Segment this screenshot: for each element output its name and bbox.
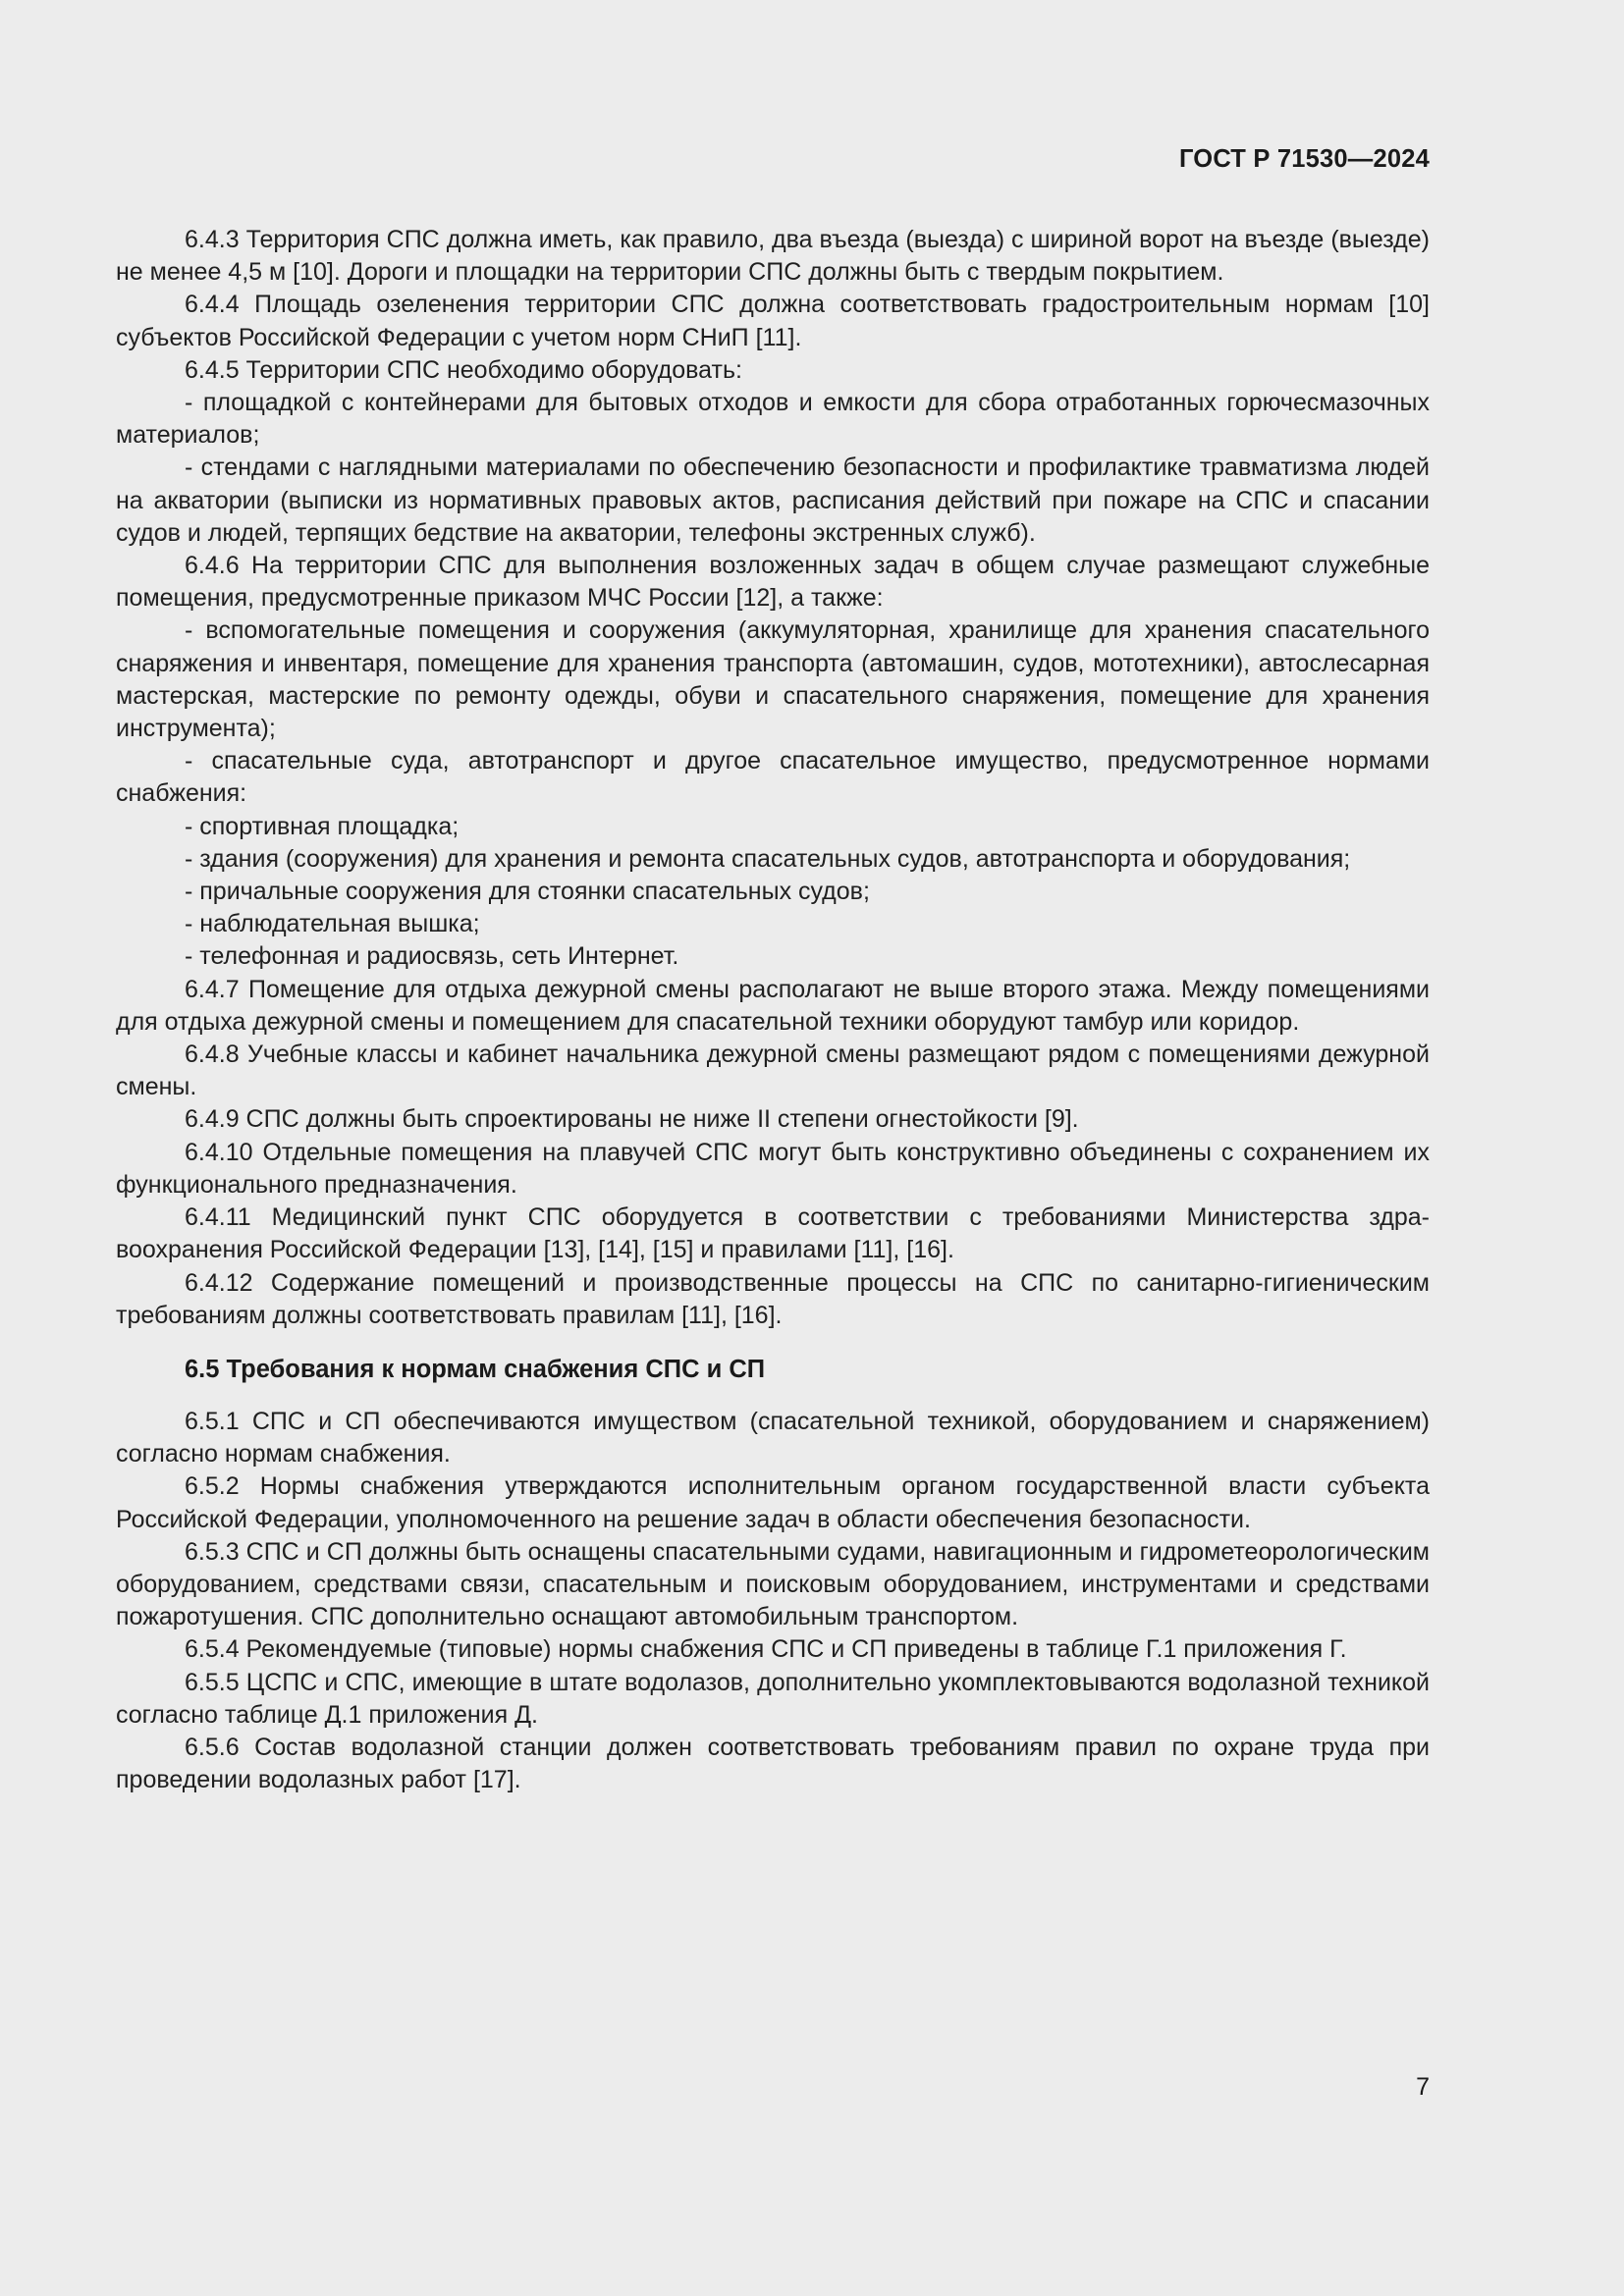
paragraph-6-4-9: 6.4.9 СПС должны быть спроектированы не ниже II степени огнестойкости [9].	[185, 1105, 1079, 1134]
list-item: - спасательные суда, автотранспорт и другое спасательное имущество, предусмотренное нормами снабжения:	[116, 747, 1430, 808]
document-code-header: ГОСТ Р 71530—2024	[1178, 145, 1430, 173]
paragraph-6-4-3: 6.4.3 Территория СПС должна иметь, как правило, два въезда (выезда) с шириной ворот на въезде (выезде) не менее 4,5 м [10]. Дороги и площадки на территории СПС должны быть с твердым покрытием.	[116, 226, 1430, 287]
document-body	[116, 224, 1430, 1796]
paragraph-6-4-12: 6.4.12 Содержание помещений и производственные процессы на СПС по санитарно-гигиеническим требованиям должны соответствовать правилам [11], [16].	[116, 1268, 1430, 1329]
paragraph-6-4-5: 6.4.5 Территории СПС необходимо оборудовать:	[185, 355, 742, 384]
paragraph-6-4-7: 6.4.7 Помещение для отдыха дежурной смены располагают не выше второго этажа. Между помещениями для отдыха дежурной смены и помещением для спасательной техники оборудуют тамбур или коридор.	[116, 975, 1430, 1036]
paragraph-6-4-10: 6.4.10 Отдельные помещения на плавучей СПС могут быть конструктивно объединены с сохранением их функционального предназначения.	[116, 1138, 1430, 1199]
list-item: - спортивная площадка;	[185, 812, 460, 840]
paragraph-6-5-6: 6.5.6 Состав водолазной станции должен соответствовать требованиям правил по охране труда при проведении водолазных работ [17].	[116, 1733, 1430, 1794]
paragraph-6-5-1: 6.5.1 СПС и СП обеспечиваются имуществом (спасательной техникой, оборудованием и снаряжением) согласно нормам снабжения.	[116, 1407, 1430, 1468]
section-heading-6-5: 6.5 Требования к нормам снабжения СПС и СП	[185, 1355, 766, 1383]
list-item: - причальные сооружения для стоянки спасательных судов;	[185, 878, 870, 906]
list-item: - стендами с наглядными материалами по обеспечению безопасности и профилактике травматизма людей на акватории (выписки из нормативных правовых актов, расписания действий при пожаре на СПС и спасании судов и людей, терпящих бедствие на акватории, телефоны экстренных служб).	[116, 454, 1430, 547]
list-item: - вспомогательные помещения и сооружения (аккумуляторная, хранилище для хранения спасательного снаряжения и инвентаря, помещение для хранения транспорта (автомашин, судов, мототехники), автослесарная мастерская, мастерские по ремонту одежды, обуви и спасательного снаряжения, помещение для хранения инструмента);	[116, 616, 1430, 743]
paragraph-6-4-6: 6.4.6 На территории СПС для выполнения возложенных задач в общем случае размещают служебные помещения, предусмотренные приказом МЧС России [12], а также:	[116, 552, 1430, 613]
paragraph-6-5-4: 6.5.4 Рекомендуемые (типовые) нормы снабжения СПС и СП приведены в таблице Г.1 приложения Г.	[185, 1635, 1347, 1664]
page-number: 7	[1416, 2073, 1430, 2101]
paragraph-6-5-3: 6.5.3 СПС и СП должны быть оснащены спасательными судами, навигационным и гидрометеорологическим оборудованием, средствами связи, спасательным и поисковым оборудованием, инструментами и средствами пожаротушения. СПС дополнительно оснащают автомобильным транспортом.	[116, 1537, 1430, 1631]
paragraph-6-5-2: 6.5.2 Нормы снабжения утверждаются исполнительным органом государственной власти субъекта Российской Федерации, уполномоченного на решение задач в области обеспечения безопасности.	[116, 1472, 1430, 1533]
paragraph-6-4-8: 6.4.8 Учебные классы и кабинет начальника дежурной смены размещают рядом с помещениями дежурной смены.	[116, 1041, 1430, 1101]
list-item: - здания (сооружения) для хранения и ремонта спасательных судов, автотранспорта и оборудования;	[185, 844, 1351, 873]
paragraph-6-5-5: 6.5.5 ЦСПС и СПС, имеющие в штате водолазов, дополнительно укомплектовываются водолазной техникой согласно таблице Д.1 приложения Д.	[116, 1668, 1430, 1729]
paragraph-6-4-11: 6.4.11 Медицинский пункт СПС оборудуется в соответствии с требованиями Министерства здравоохранения Российской Федерации [13], [14], [15] и правилами [11], [16].	[116, 1203, 1430, 1264]
list-item: - площадкой с контейнерами для бытовых отходов и емкости для сбора отработанных горючесмазочных материалов;	[116, 389, 1430, 450]
list-item: - телефонная и радиосвязь, сеть Интернет.	[185, 942, 679, 971]
list-item: - наблюдательная вышка;	[185, 910, 480, 938]
paragraph-6-4-4: 6.4.4 Площадь озеленения территории СПС должна соответствовать градостроительным нормам [10] субъектов Российской Федерации с учетом норм СНиП [11].	[116, 291, 1430, 351]
